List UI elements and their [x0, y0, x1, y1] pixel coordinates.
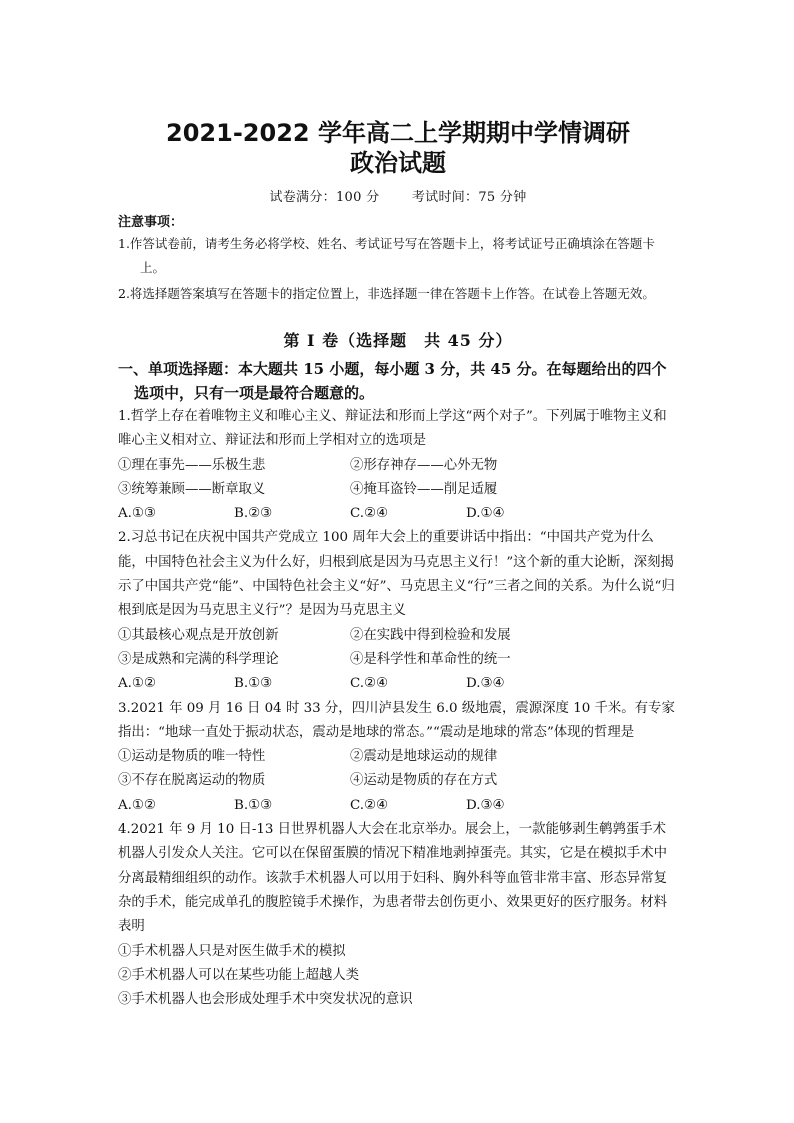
question-item: ①手术机器人只是对医生做手术的模拟: [118, 943, 346, 959]
question-item: ②手术机器人可以在某些功能上超越人类: [118, 967, 360, 983]
full-score: 试卷满分：100 分: [269, 190, 380, 205]
section-heading: 一、单项选择题：本大题共 15 小题，每小题 3 分，共 45 分。在每题给出的四个选项中，只有一项是最符合题意的。: [118, 360, 667, 402]
answer-choice: B.②③: [234, 506, 273, 522]
notice-item: 1.作答试卷前，请考生务必将学校、姓名、考试证号写在答题卡上，将考试证号正确填涂在答题卡上。: [118, 236, 655, 275]
exam-meta: [118, 186, 678, 205]
answer-choice: B.①③: [234, 797, 273, 813]
notice-heading: 注意事项：: [118, 215, 184, 230]
part-heading: 第 Ⅰ 卷（选择题 共 45 分）: [283, 331, 513, 350]
question-item: ③不存在脱离运动的物质: [118, 773, 266, 789]
question-item: ②在实践中得到检验和发展: [350, 627, 511, 643]
question-item: ①运动是物质的唯一特性: [118, 749, 266, 765]
choice-row: [118, 672, 678, 696]
question-stem: 4.2021 年 9 月 10 日-13 日世界机器人大会在北京举办。展会上，一款能够剥生鹌鹑蛋手术机器人引发众人关注。它可以在保留蛋膜的情况下精准地剥掉蛋壳。其实，它是在模拟手术中分离最精细组织的动作。该款手术机器人可以用于妇科、胸外科等血管非常丰富、形态异常复杂的手术，能完成单孔的腹腔镜手术操作，为患者带去创伤更小、效果更好的医疗服务。材料表明: [118, 822, 668, 935]
choice-row: [118, 502, 678, 526]
question-item: ①其最核心观点是开放创新: [118, 627, 279, 643]
question-item: ④是科学性和革命性的统一: [350, 651, 511, 667]
question-item: ②形存神存——心外无物: [350, 457, 498, 473]
answer-choice: D.①④: [466, 506, 505, 522]
question-item: ③统筹兼顾——断章取义: [118, 481, 266, 497]
answer-choice: C.②④: [350, 506, 389, 522]
answer-choice: A.①②: [118, 797, 156, 813]
exam-subject-title: 政治试题: [350, 149, 446, 177]
answer-choice: A.①③: [118, 506, 156, 522]
question-item: ①理在事先——乐极生悲: [118, 457, 266, 473]
exam-title: 2021-2022 学年高二上学期期中学情调研: [166, 119, 630, 147]
answer-choice: C.②④: [350, 676, 389, 692]
answer-choice: A.①②: [118, 676, 156, 692]
option-row: [118, 454, 678, 478]
option-row: [118, 648, 678, 672]
exam-page: [118, 118, 678, 1012]
question-item: ④运动是物质的存在方式: [350, 773, 498, 789]
question-stem: 3.2021 年 09 月 16 日 04 时 33 分，四川泸县发生 6.0 级地震，震源深度 10 千米。有专家指出：“地球一直处于振动状态，震动是地球的常态。”“震动是地球的常态”体现的哲理是: [118, 700, 675, 740]
answer-choice: C.②④: [350, 797, 389, 813]
question-stem: 1.哲学上存在着唯物主义和唯心主义、辩证法和形而上学这“两个对子”。下列属于唯物主义和唯心主义相对立、辩证法和形而上学相对立的选项是: [118, 409, 667, 449]
choice-row: [118, 794, 678, 818]
option-row: [118, 624, 678, 648]
question-item: ②震动是地球运动的规律: [350, 749, 498, 765]
question-item: ③是成熟和完满的科学理论: [118, 651, 279, 667]
notice-item: 2.将选择题答案填写在答题卡的指定位置上，非选择题一律在答题卡上作答。在试卷上答题无效。: [118, 286, 655, 301]
option-row: [118, 769, 678, 793]
option-row: [118, 745, 678, 769]
answer-choice: D.③④: [466, 676, 505, 692]
option-row: [118, 478, 678, 502]
question-item: ④掩耳盗铃——削足适履: [350, 481, 498, 497]
question-stem: 2.习总书记在庆祝中国共产党成立 100 周年大会上的重要讲话中指出：“中国共产党为什么能，中国特色社会主义为什么好，归根到底是因为马克思主义行！”这个新的重大论断，深刻揭示了中国共产党“能”、中国特色社会主义“好”、马克思主义“行”三者之间的关系。为什么说“归根到底是因为马克思主义行”？是因为马克思主义: [118, 530, 675, 619]
exam-time: 考试时间：75 分钟: [411, 190, 527, 205]
answer-choice: D.③④: [466, 797, 505, 813]
question-item: ③手术机器人也会形成处理手术中突发状况的意识: [118, 992, 413, 1008]
answer-choice: B.①③: [234, 676, 273, 692]
